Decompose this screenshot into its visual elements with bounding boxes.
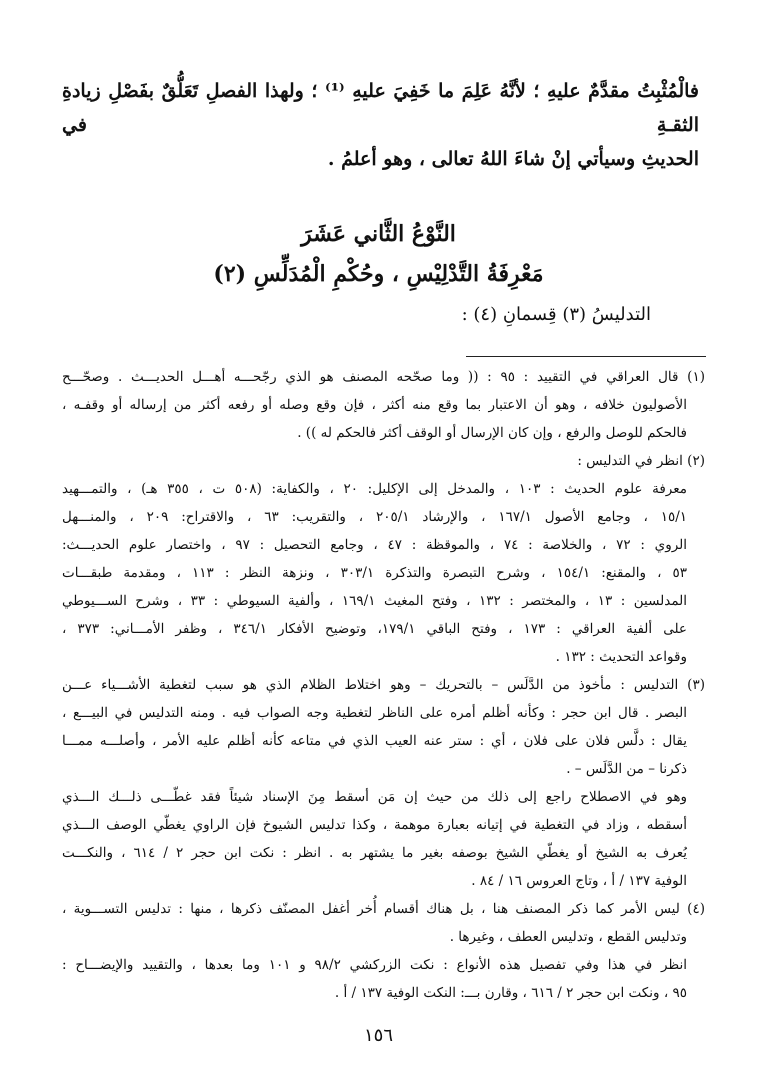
chapter-heading [0, 214, 757, 294]
footnote-line: البصر . قال ابن حجر : وكأنه أظلم أمره على الناظر لتغطية وجه الصواب فيه . ومنه التدليس في البيـــع ، [62, 705, 688, 721]
main-text-line: فالْمُثْبِتُ مقدَّمٌ عليهِ ؛ لأنَّهُ عَلِمَ ما خَفِيَ عليهِ ⁽¹⁾ ؛ ولهذا الفصلِ تَعَلُّقٌ بفَصْلِ زيادةِ الثقـةِ في [62, 80, 699, 136]
footnote-line: أسقطه ، وزاد في التغطية في إتيانه بعبارة موهمة ، وكذا تدليس الشيوخ فإن الراوي يغطّي الوصف الـــذي [62, 817, 687, 833]
footnotes [0, 363, 757, 1007]
footnote-4: (٤) ليس الأمر كما ذكر المصنف هنا ، بل هناك أقسام أُخر أغفل المصنّف ذكرها ، منها : تدليس التســـوية ، [62, 901, 705, 917]
footnote-line: وقواعد التحديث : ١٣٢ . [555, 649, 687, 665]
footnote-line: الأصوليون خلافه ، وهو أن الاعتبار بما وقع منه أكثر ، فإن وقع وصله أو رفعه أكثر من إرساله أو وقفـه ، [62, 397, 687, 413]
footnote-line: يُعرف به الشيخ أو يغطّي الشيخ بوصفه بغير ما يشتهر به . انظر : نكت ابن حجر ٢ / ٦١٤ ، والنكـــت [62, 845, 687, 861]
footnote-line: وهو في الاصطلاح راجع إلى ذلك من حيث إن مَن أسقط مِنَ الإسناد شيئاً فقد غطّـــى ذلـــك الـــذي [62, 789, 687, 805]
footnote-1: (١) قال العراقي في التقييد : ٩٥ : (( وما صحّحه المصنف هو الذي رجّحـــه أهـــل الحديـــث . وصحّـــح [62, 369, 705, 385]
footnote-line: على ألفية العراقي : ١٧٣ ، وفتح الباقي ١٧٩/١، وتوضيح الأفكار ٣٤٦/١ ، وظفر الأمـــاني: ٣٧٣ ، [62, 621, 687, 637]
main-text-line: الحديثِ وسيأتي إنْ شاءَ اللهُ تعالى ، وهو أعلمُ . [327, 148, 699, 170]
chapter-subtitle: مَعْرِفَةُ التَّدْلِيْسِ ، وحُكْمِ الْمُدَلِّسِ (٢) [213, 261, 544, 287]
footnote-line: يقال : دلَّس فلان على فلان ، أي : ستر عنه العيب الذي في متاعه كأنه أظلم عليه الأمر ، وأصلـــه ممـــا [62, 733, 687, 749]
footnote-line: ٥٣ ، والمقنع: ١٥٤/١ ، وشرح التبصرة والتذكرة ٣٠٣/١ ، ونزهة النظر : ١١٣ ، ومقدمة طبقـــات [62, 565, 688, 581]
main-text [0, 74, 757, 176]
footnote-line: الروي : ٧٢ ، والخلاصة : ٧٤ ، والموقظة : ٤٧ ، وجامع التحصيل : ٩٧ ، واختصار علوم الحديـــث: [62, 537, 688, 553]
footnote-line: فالحكم للوصل والرفع ، وإن كان الإرسال أو الوقف أكثر فالحكم له )) . [297, 425, 687, 441]
footnote-line: المدلسين : ١٣ ، والمختصر : ١٣٢ ، وفتح المغيث ١٦٩/١ ، وألفية السيوطي : ٣٣ ، وشرح الســـيوطي [62, 593, 688, 609]
footnote-line: ١٥/١ ، وجامع الأصول ١٦٧/١ ، والإرشاد ٢٠٥/١ ، والتقريب: ٦٣ ، والاقتراح: ٢٠٩ ، والمنـــهل [62, 509, 687, 525]
footnote-2: (٢) انظر في التدليس : [577, 453, 705, 469]
footnote-line: وتدليس القطع ، وتدليس العطف ، وغيرها . [449, 929, 687, 945]
chapter-title: النَّوْعُ الثَّاني عَشَرَ [301, 221, 456, 247]
footnote-line: انظر في هذا وفي تفصيل هذه الأنواع : نكت الزركشي ٩٨/٢ و ١٠١ وما بعدها ، والتقييد والإيضـــاح : [62, 957, 687, 973]
footnote-3: (٣) التدليس : مأخوذ من الدَّلَس – بالتحريك – وهو اختلاط الظلام الذي هو سبب لتغطية الأشـــياء عـــن [62, 677, 705, 693]
chapter-intro: التدليسُ (٣) قِسمانِ (٤) : [461, 304, 651, 325]
footnote-line: معرفة علوم الحديث : ١٠٣ ، والمدخل إلى الإكليل: ٢٠ ، والكفاية: (٥٠٨ ت ، ٣٥٥ هـ) ، والتمـــهيد [62, 481, 687, 497]
footnote-line: الوفية ١٣٧ / أ ، وتاج العروس ١٦ / ٨٤ . [471, 873, 687, 889]
page-number: ١٥٦ [363, 1025, 393, 1046]
footnote-line: ٩٥ ، ونكت ابن حجر ٢ / ٦١٦ ، وقارن بـــ: النكت الوفية ١٣٧ / أ . [334, 985, 687, 1001]
footnote-divider [466, 356, 706, 357]
footnote-line: ذكرنا – من الدَّلَس – . [566, 761, 687, 777]
